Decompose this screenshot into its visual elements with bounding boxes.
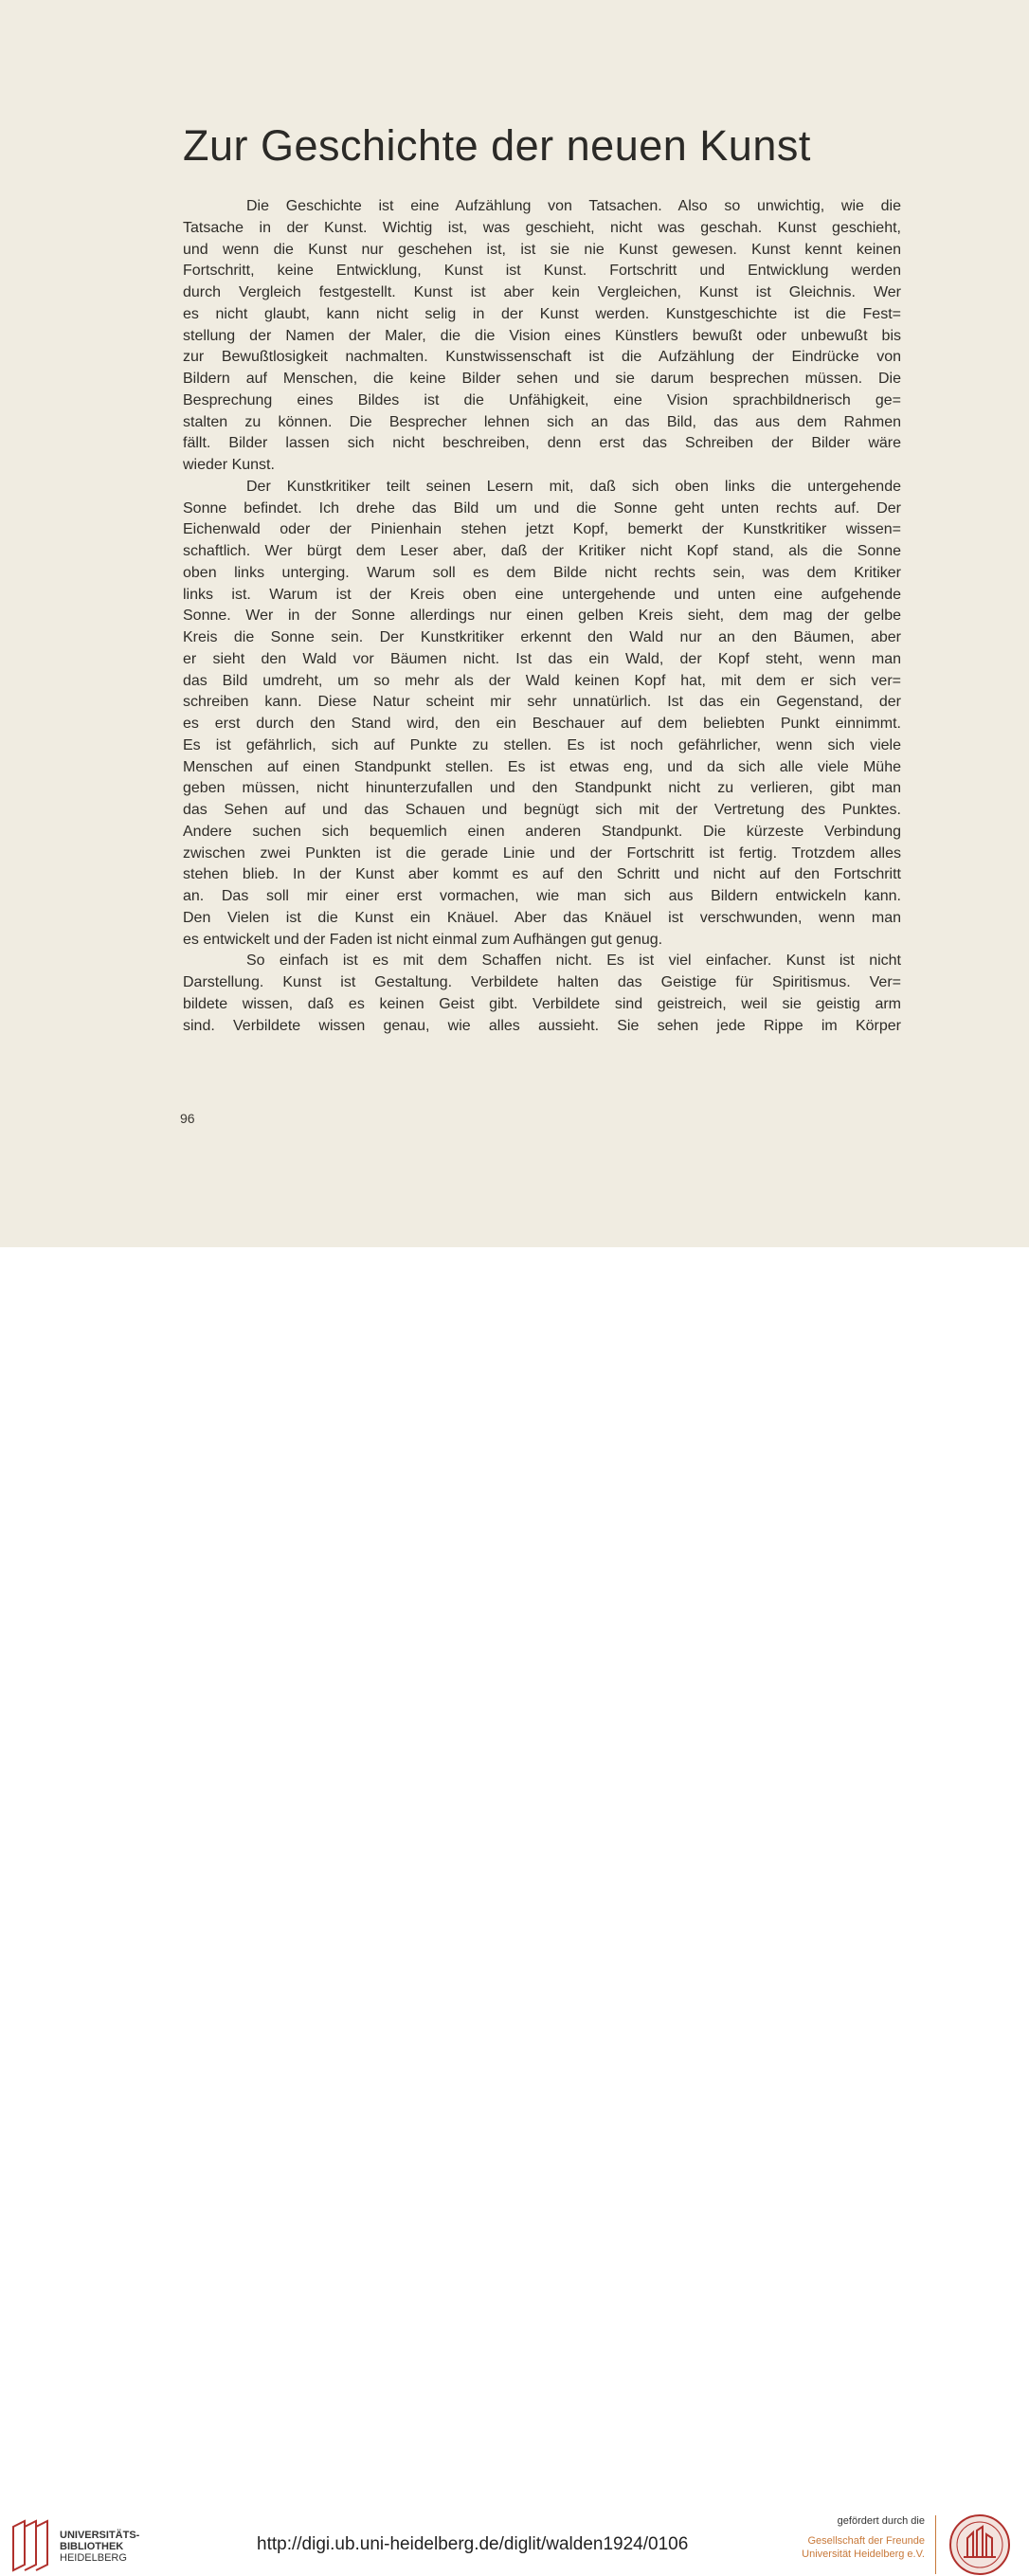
text-line: er sieht den Wald vor Bäumen nicht. Ist das ein Wald, der Kopf steht, wenn man bbox=[183, 650, 901, 667]
text-line: Bildern auf Menschen, die keine Bilder sehen und sie darum besprechen müssen. Die bbox=[183, 371, 901, 387]
text-line: sind. Verbildete wissen genau, wie alles aussieht. Sie sehen jede Rippe im Körper bbox=[183, 1017, 901, 1034]
library-name-line: HEIDELBERG bbox=[60, 2552, 127, 2564]
text-line: es entwickelt und der Faden ist nicht einmal zum Aufhängen gut genug. bbox=[183, 931, 663, 948]
text-line: Kreis die Sonne sein. Der Kunstkritiker erkennt den Wald nur an den Bäumen, aber bbox=[183, 629, 901, 645]
text-line: Sonne. Wer in der Sonne allerdings nur einen gelben Kreis sieht, dem mag der gelbe bbox=[183, 608, 901, 625]
page-title: Zur Geschichte der neuen Kunst bbox=[183, 121, 811, 170]
text-line: stellung der Namen der Maler, die die Vision eines Künstlers bewußt oder unbewußt bis bbox=[183, 327, 901, 344]
text-line: an. Das soll mir einer erst vormachen, wie man sich aus Bildern entwickeln kann. bbox=[183, 888, 901, 904]
text-line: und wenn die Kunst nur geschehen ist, ist sie nie Kunst gewesen. Kunst kennt keinen bbox=[183, 241, 901, 258]
text-line: es erst durch den Stand wird, den ein Beschauer auf dem beliebten Punkt einnimmt. bbox=[183, 716, 901, 732]
permalink-url[interactable]: http://digi.ub.uni-heidelberg.de/diglit/walden1924/0106 bbox=[257, 2534, 689, 2554]
text-line: geben müssen, nicht hinunterzufallen und den Standpunkt nicht zu verlieren, gibt man bbox=[183, 780, 901, 797]
text-line: Den Vielen ist die Kunst ein Knäuel. Aber das Knäuel ist verschwunden, wenn man bbox=[183, 909, 901, 926]
text-line: Der Kunstkritiker teilt seinen Lesern mit, daß sich oben links die untergehende bbox=[246, 478, 901, 495]
text-line: durch Vergleich festgestellt. Kunst ist aber kein Vergleichen, Kunst ist Gleichnis. Wer bbox=[183, 284, 901, 300]
text-line: Es ist gefährlich, sich auf Punkte zu stellen. Es ist noch gefährlicher, wenn sich viele bbox=[183, 736, 901, 753]
text-line: bildete wissen, daß es keinen Geist gibt. Verbildete sind geistreich, weil sie geistig arm bbox=[183, 995, 901, 1012]
text-line: schreiben kann. Diese Natur scheint mir sehr unnatürlich. Ist das ein Gegenstand, der bbox=[183, 694, 901, 711]
text-line: links ist. Warum ist der Kreis oben eine untergehende und unten eine aufgehende bbox=[183, 586, 901, 603]
text-line: zur Bewußtlosigkeit nachmalten. Kunstwissenschaft ist die Aufzählung der Eindrücke von bbox=[183, 349, 901, 366]
sponsor-intro: gefördert durch die bbox=[837, 2515, 925, 2527]
text-line: Eichenwald oder der Pinienhain stehen jetzt Kopf, bemerkt der Kunstkritiker wissen= bbox=[183, 521, 901, 538]
sponsor-name: Gesellschaft der Freunde bbox=[807, 2535, 925, 2547]
text-line: wieder Kunst. bbox=[183, 457, 275, 473]
text-line: Andere suchen sich bequemlich einen anderen Standpunkt. Die kürzeste Verbindung bbox=[183, 823, 901, 840]
text-line: Besprechung eines Bildes ist die Unfähigkeit, eine Vision sprachbildnerisch ge= bbox=[183, 391, 901, 408]
footer-bar bbox=[0, 1247, 1029, 2564]
text-line: oben links unterging. Warum soll es dem Bilde nicht rechts sein, was dem Kritiker bbox=[183, 564, 901, 581]
text-line: das Sehen auf und das Schauen und begnügt sich mit der Vertretung des Punktes. bbox=[183, 802, 901, 818]
text-line: Sonne befindet. Ich drehe das Bild um und die Sonne geht unten rechts auf. Der bbox=[183, 499, 901, 517]
library-name bbox=[60, 2530, 139, 2564]
text-line: Darstellung. Kunst ist Gestaltung. Verbildete halten das Geistige für Spiritismus. Ver= bbox=[183, 974, 901, 990]
text-line: Fortschritt, keine Entwicklung, Kunst ist Kunst. Fortschritt und Entwicklung werden bbox=[183, 263, 901, 280]
library-name-line: BIBLIOTHEK bbox=[60, 2541, 124, 2552]
university-seal-icon bbox=[948, 2513, 1011, 2576]
page-number: 96 bbox=[180, 1111, 195, 1126]
text-line: Menschen auf einen Standpunkt stellen. Es ist etwas eng, und da sich alle viele Mühe bbox=[183, 758, 901, 775]
library-logo-icon bbox=[9, 2519, 51, 2574]
text-line: fällt. Bilder lassen sich nicht beschreiben, denn erst das Schreiben der Bilder wäre bbox=[183, 435, 901, 452]
text-line: So einfach ist es mit dem Schaffen nicht. Es ist viel einfacher. Kunst ist nicht bbox=[246, 952, 901, 970]
scanned-page bbox=[0, 0, 1029, 1247]
text-line: stalten zu können. Die Besprecher lehnen sich an das Bild, das aus dem Rahmen bbox=[183, 413, 901, 430]
text-line: Tatsache in der Kunst. Wichtig ist, was geschieht, nicht was geschah. Kunst geschieht, bbox=[183, 219, 901, 236]
text-line: Die Geschichte ist eine Aufzählung von Tatsachen. Also so unwichtig, wie die bbox=[246, 198, 901, 214]
library-name-line: UNIVERSITÄTS- bbox=[60, 2530, 140, 2541]
text-line: das Bild umdreht, um so mehr als der Wald keinen Kopf hat, mit dem er sich ver= bbox=[183, 672, 901, 689]
article-body bbox=[183, 196, 901, 1037]
sponsor-name: Universität Heidelberg e.V. bbox=[802, 2549, 925, 2560]
text-line: stehen blieb. In der Kunst aber kommt es auf den Schritt und nicht auf den Fortschritt bbox=[183, 866, 901, 883]
text-line: zwischen zwei Punkten ist die gerade Linie und der Fortschritt ist fertig. Trotzdem alles bbox=[183, 844, 901, 862]
footer-divider bbox=[935, 2515, 936, 2574]
sponsor-block bbox=[788, 2514, 925, 2561]
text-line: schaftlich. Wer bürgt dem Leser aber, daß der Kritiker nicht Kopf stand, als die Sonne bbox=[183, 543, 901, 559]
text-line: es nicht glaubt, kann nicht selig in der Kunst werden. Kunstgeschichte ist die Fest= bbox=[183, 305, 901, 322]
